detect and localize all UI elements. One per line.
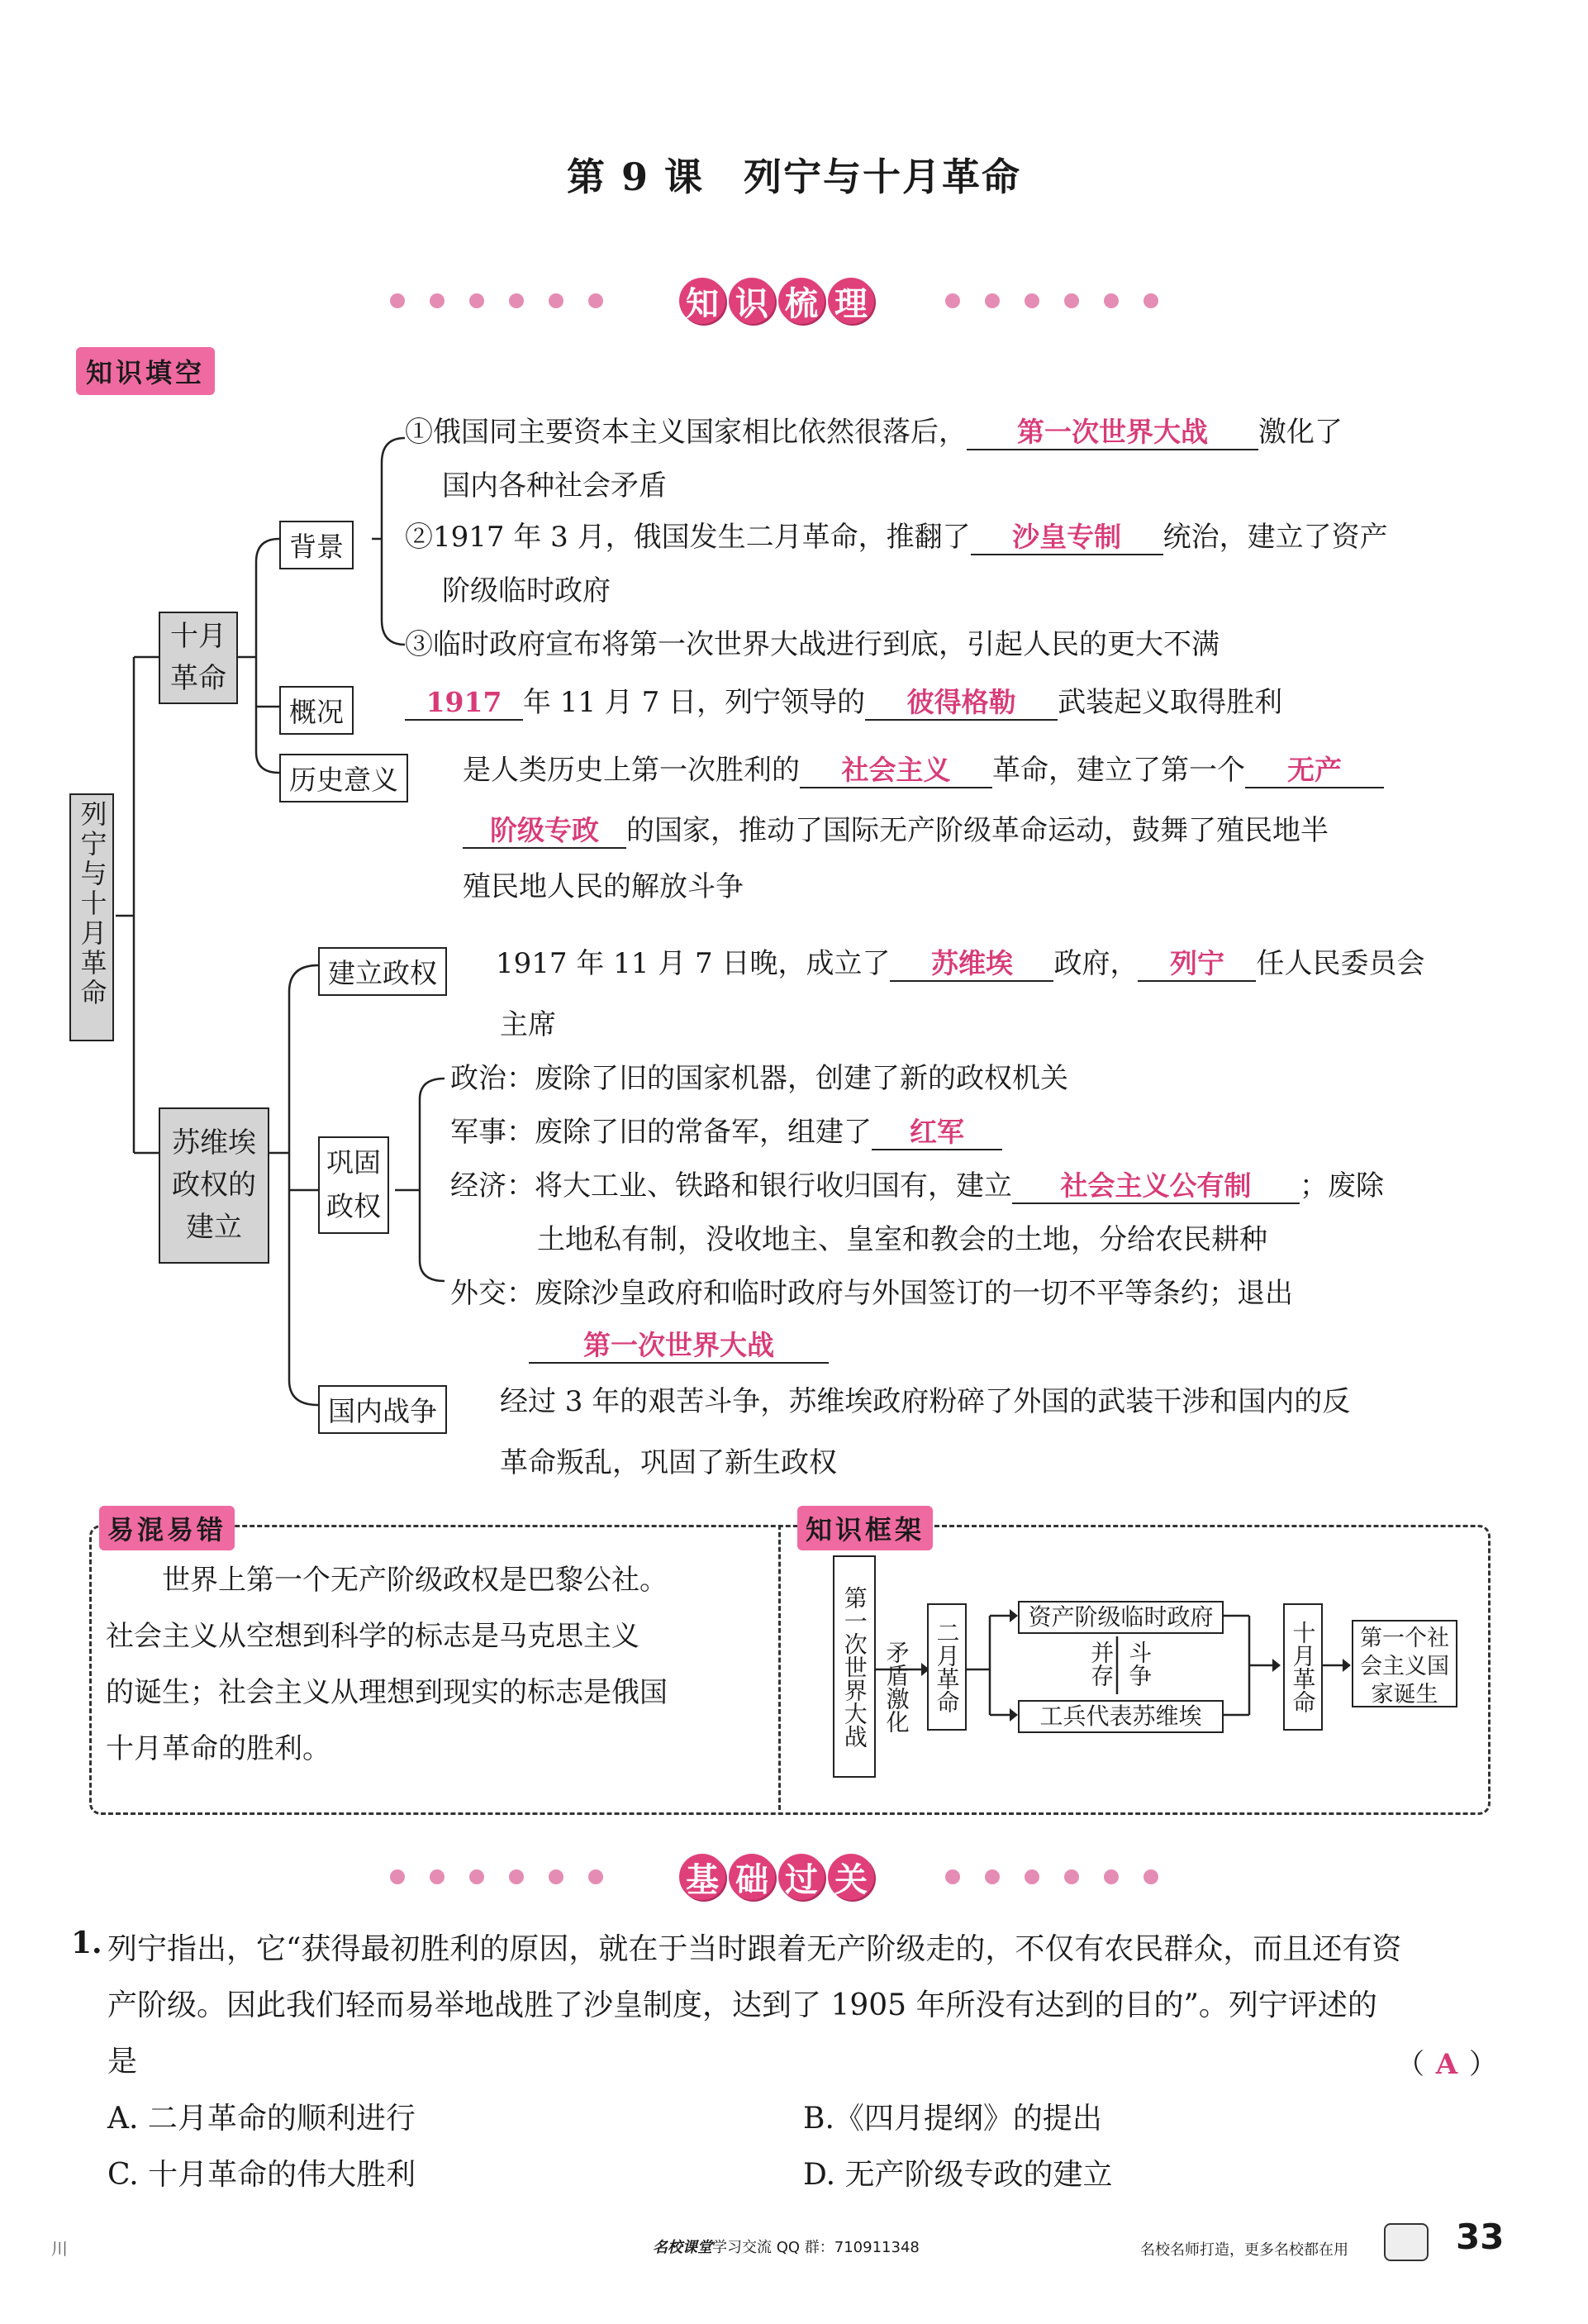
frame-provisional-govt: 资产阶级临时政府 bbox=[1018, 1601, 1224, 1634]
bg-item-2: ②1917 年 3 月，俄国发生二月革命，推翻了 沙皇专制 统治，建立了资产 bbox=[405, 521, 1388, 554]
answer-bracket: （ A ） bbox=[1396, 2048, 1497, 2081]
answer-value: A bbox=[1435, 2048, 1458, 2081]
node-civil-war: 国内战争 bbox=[318, 1385, 447, 1434]
frame-feb-revolution: 二月革命 bbox=[927, 1603, 967, 1731]
banner-char: 理 bbox=[828, 278, 874, 324]
option-a[interactable]: A. 二月革命的顺利进行 bbox=[107, 2102, 416, 2136]
node-label: 政权的 bbox=[172, 1169, 256, 1202]
banner-dots-right-2 bbox=[945, 1869, 1158, 1884]
frame-contradiction: 矛盾激化 bbox=[882, 1641, 910, 1733]
consolidate-diplomacy: 外交：废除沙皇政府和临时政府与外国签订的一切不平等条约；退出 bbox=[450, 1277, 1293, 1310]
answer-blank: 彼得格勒 bbox=[865, 686, 1058, 721]
establish-line-2: 主席 bbox=[500, 1008, 556, 1041]
frame-soviets: 工兵代表苏维埃 bbox=[1018, 1700, 1224, 1733]
banner-char: 梳 bbox=[778, 278, 825, 324]
answer-blank: 阶级专政 bbox=[463, 814, 626, 849]
node-background: 背景 bbox=[279, 521, 354, 569]
footer-right: 名校名师打造，更多名校都在用 bbox=[1140, 2241, 1348, 2259]
option-d[interactable]: D. 无产阶级专政的建立 bbox=[803, 2158, 1113, 2192]
tag-framework: 知识框架 bbox=[797, 1506, 933, 1550]
confusion-line: 社会主义从空想到科学的标志是马克思主义 bbox=[106, 1620, 639, 1653]
footer-brand: 名校课堂 bbox=[653, 2239, 712, 2256]
answer-blank: 列宁 bbox=[1138, 947, 1256, 982]
page-title: 第 9 课 列宁与十月革命 bbox=[566, 155, 1022, 199]
node-significance: 历史意义 bbox=[279, 754, 408, 802]
banner-char: 识 bbox=[729, 278, 775, 324]
bg-item-1: ①俄国同主要资本主义国家相比依然很落后， 第一次世界大战 激化了 bbox=[405, 416, 1343, 449]
frame-first-socialist-state: 第一个社会主义国家诞生 bbox=[1352, 1620, 1457, 1707]
banner-char: 过 bbox=[778, 1854, 825, 1900]
significance-line-1: 是人类历史上第一次胜利的 社会主义 革命，建立了第一个 无产 bbox=[463, 754, 1384, 788]
banner-char: 基 bbox=[679, 1854, 725, 1900]
frame-struggle: 斗争 bbox=[1125, 1641, 1153, 1687]
node-label: 十月革命 bbox=[170, 620, 226, 695]
footer-center: 名校课堂学习交流 QQ 群：710911348 bbox=[653, 2239, 920, 2256]
bg-item-3: ③临时政府宣布将第一次世界大战进行到底，引起人民的更大不满 bbox=[405, 628, 1220, 661]
establish-line-1: 1917 年 11 月 7 日晚，成立了 苏维埃 政府， 列宁 任人民委员会 bbox=[496, 947, 1425, 980]
root-label-text: 列宁与十月革命 bbox=[76, 800, 108, 1008]
answer-blank: 第一次世界大战 bbox=[529, 1329, 829, 1364]
answer-blank: 社会主义公有制 bbox=[1012, 1169, 1300, 1204]
confusion-line: 十月革命的胜利。 bbox=[106, 1732, 330, 1765]
frame-oct-revolution: 十月革命 bbox=[1283, 1603, 1323, 1731]
significance-line-3: 殖民地人民的解放斗争 bbox=[463, 870, 744, 903]
question-stem-1: 列宁指出，它“获得最初胜利的原因，就在于当时跟着无产阶级走的，不仅有农民群众，而且还有资 bbox=[107, 1932, 1402, 1966]
banner-char: 知 bbox=[679, 278, 725, 324]
question-number: 1. bbox=[71, 1926, 102, 1960]
answer-blank: 1917 bbox=[405, 686, 523, 721]
footer-left: 川 bbox=[51, 2239, 68, 2259]
consolidate-economy-cont: 土地私有制，没收地主、皇室和教会的土地，分给农民耕种 bbox=[537, 1223, 1267, 1256]
civil-war-line-2: 革命叛乱，巩固了新生政权 bbox=[500, 1446, 837, 1479]
banner-char: 础 bbox=[729, 1854, 775, 1900]
banner-char: 关 bbox=[828, 1854, 874, 1900]
node-consolidate: 巩固 政权 bbox=[318, 1136, 389, 1234]
confusion-line: 世界上第一个无产阶级政权是巴黎公社。 bbox=[106, 1564, 668, 1597]
overview-text: 1917 年 11 月 7 日，列宁领导的 彼得格勒 武装起义取得胜利 bbox=[405, 686, 1282, 721]
banner-dots-left-2 bbox=[390, 1869, 603, 1884]
option-b[interactable]: B.《四月提纲》的提出 bbox=[803, 2102, 1102, 2136]
consolidate-politics: 政治：废除了旧的国家机器，创建了新的政权机关 bbox=[450, 1062, 1068, 1095]
answer-blank: 第一次世界大战 bbox=[967, 416, 1258, 450]
tag-confusion: 易混易错 bbox=[99, 1506, 235, 1550]
question-stem-3: 是 bbox=[107, 2045, 138, 2079]
bg-item-1-cont: 国内各种社会矛盾 bbox=[442, 469, 667, 502]
option-c[interactable]: C. 十月革命的伟大胜利 bbox=[107, 2158, 416, 2192]
frame-ww1: 第一次世界大战 bbox=[833, 1555, 876, 1778]
node-label: 苏维埃 bbox=[172, 1126, 256, 1160]
node-label: 建立 bbox=[186, 1211, 242, 1244]
frame-coexist: 并存 bbox=[1087, 1641, 1115, 1687]
significance-line-2: 阶级专政 的国家，推动了国际无产阶级革命运动，鼓舞了殖民地半 bbox=[463, 814, 1329, 849]
tag-knowledge-fill: 知识填空 bbox=[76, 347, 215, 395]
answer-blank: 社会主义 bbox=[800, 754, 992, 788]
question-stem-2: 产阶级。因此我们轻而易举地战胜了沙皇制度，达到了 1905 年所没有达到的目的”。列宁评述的 bbox=[107, 1988, 1377, 2022]
answer-blank: 苏维埃 bbox=[890, 947, 1053, 982]
answer-blank: 红军 bbox=[872, 1116, 1002, 1150]
answer-blank: 无产 bbox=[1245, 754, 1384, 788]
node-establish: 建立政权 bbox=[318, 947, 447, 996]
civil-war-line-1: 经过 3 年的艰苦斗争，苏维埃政府粉碎了外国的武装干涉和国内的反 bbox=[500, 1385, 1351, 1418]
page-number: 33 bbox=[1456, 2217, 1505, 2257]
brand-logo-icon bbox=[1384, 2223, 1429, 2261]
node-overview: 概况 bbox=[279, 686, 354, 735]
answer-blank: 沙皇专制 bbox=[971, 521, 1163, 555]
consolidate-economy: 经济：将大工业、铁路和银行收归国有，建立 社会主义公有制 ；废除 bbox=[450, 1169, 1384, 1202]
bg-item-2-cont: 阶级临时政府 bbox=[442, 574, 611, 607]
section-banner-basics bbox=[679, 1854, 874, 1900]
consolidate-military: 军事：废除了旧的常备军，组建了 红军 bbox=[450, 1116, 1002, 1150]
confusion-line: 的诞生；社会主义从理想到现实的标志是俄国 bbox=[106, 1676, 668, 1709]
